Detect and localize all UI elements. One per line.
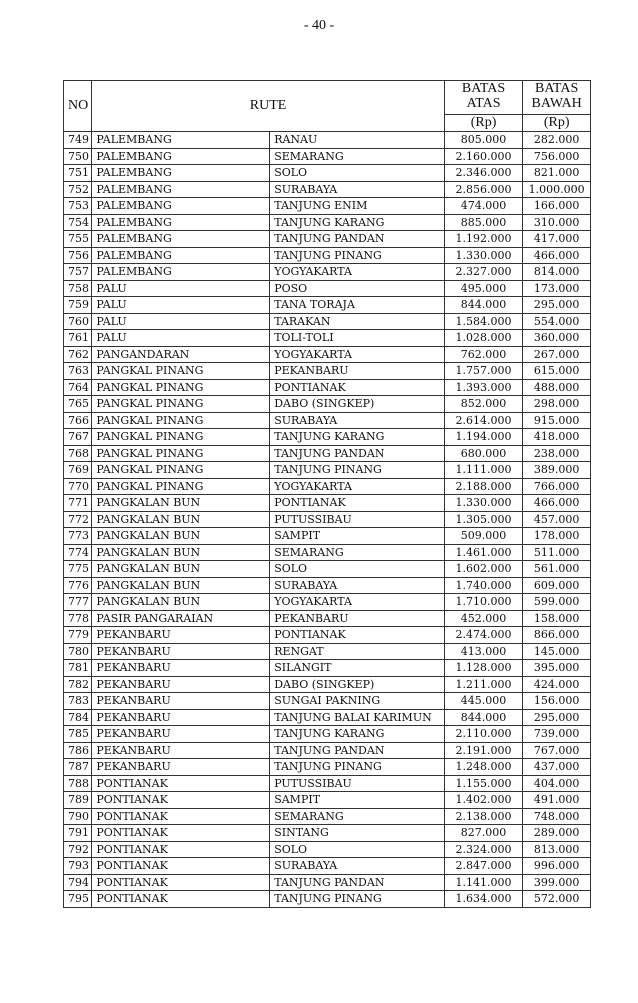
upper-limit-value: 1.710.000 (444, 594, 523, 611)
lower-limit-value: 173.000 (523, 280, 591, 297)
row-number: 772 (64, 511, 92, 528)
upper-limit-value: 2.346.000 (444, 165, 523, 182)
route-origin: PONTIANAK (92, 775, 270, 792)
table-row (64, 726, 591, 743)
row-number: 788 (64, 775, 92, 792)
table-row (64, 528, 591, 545)
table-row (64, 627, 591, 644)
route-origin: PEKANBARU (92, 709, 270, 726)
upper-limit-value: 413.000 (444, 643, 523, 660)
route-destination: TANJUNG KARANG (270, 429, 445, 446)
lower-limit-value: 511.000 (523, 544, 591, 561)
page-number: - 40 - (303, 18, 335, 33)
upper-limit-value: 844.000 (444, 297, 523, 314)
row-number: 780 (64, 643, 92, 660)
upper-limit-value: 1.305.000 (444, 511, 523, 528)
lower-limit-value: 399.000 (523, 874, 591, 891)
route-origin: PANGKALAN BUN (92, 511, 270, 528)
row-number: 750 (64, 148, 92, 165)
route-destination: SAMPIT (270, 792, 445, 809)
upper-limit-value: 1.393.000 (444, 379, 523, 396)
route-destination: SILANGIT (270, 660, 445, 677)
table-row (64, 148, 591, 165)
lower-limit-value: 404.000 (523, 775, 591, 792)
row-number: 753 (64, 198, 92, 215)
route-destination: RENGAT (270, 643, 445, 660)
row-number: 778 (64, 610, 92, 627)
row-number: 751 (64, 165, 92, 182)
route-origin: PANGKAL PINANG (92, 462, 270, 479)
route-destination: TANJUNG PINANG (270, 891, 445, 908)
route-origin: PONTIANAK (92, 841, 270, 858)
route-origin: PONTIANAK (92, 792, 270, 809)
upper-limit-value: 1.028.000 (444, 330, 523, 347)
row-number: 757 (64, 264, 92, 281)
upper-limit-value: 1.602.000 (444, 561, 523, 578)
route-destination: PUTUSSIBAU (270, 511, 445, 528)
row-number: 790 (64, 808, 92, 825)
row-number: 759 (64, 297, 92, 314)
row-number: 777 (64, 594, 92, 611)
row-number: 766 (64, 412, 92, 429)
upper-limit-value: 1.128.000 (444, 660, 523, 677)
upper-limit-value: 844.000 (444, 709, 523, 726)
upper-limit-value: 1.330.000 (444, 495, 523, 512)
route-destination: TARAKAN (270, 313, 445, 330)
row-number: 769 (64, 462, 92, 479)
upper-limit-value: 2.856.000 (444, 181, 523, 198)
lower-limit-value: 748.000 (523, 808, 591, 825)
row-number: 770 (64, 478, 92, 495)
row-number: 762 (64, 346, 92, 363)
route-destination: YOGYAKARTA (270, 264, 445, 281)
lower-limit-value: 466.000 (523, 495, 591, 512)
row-number: 764 (64, 379, 92, 396)
table-row (64, 891, 591, 908)
table-row (64, 775, 591, 792)
upper-limit-value: 1.155.000 (444, 775, 523, 792)
route-origin: PANGKAL PINANG (92, 445, 270, 462)
table-row (64, 346, 591, 363)
table-row (64, 462, 591, 479)
route-origin: PEKANBARU (92, 627, 270, 644)
lower-limit-value: 866.000 (523, 627, 591, 644)
lower-limit-value: 821.000 (523, 165, 591, 182)
lower-limit-value: 915.000 (523, 412, 591, 429)
row-number: 782 (64, 676, 92, 693)
row-number: 767 (64, 429, 92, 446)
upper-limit-value: 2.324.000 (444, 841, 523, 858)
route-destination: SOLO (270, 165, 445, 182)
row-number: 791 (64, 825, 92, 842)
upper-limit-value: 2.160.000 (444, 148, 523, 165)
lower-limit-value: 282.000 (523, 132, 591, 149)
lower-limit-value: 418.000 (523, 429, 591, 446)
table-row (64, 297, 591, 314)
table-row (64, 478, 591, 495)
lower-limit-value: 417.000 (523, 231, 591, 248)
route-destination: DABO (SINGKEP) (270, 676, 445, 693)
lower-limit-value: 561.000 (523, 561, 591, 578)
route-destination: SURABAYA (270, 412, 445, 429)
lower-limit-value: 166.000 (523, 198, 591, 215)
upper-limit-value: 805.000 (444, 132, 523, 149)
upper-limit-value: 827.000 (444, 825, 523, 842)
header-upper-line1: BATAS (461, 81, 506, 96)
row-number: 761 (64, 330, 92, 347)
route-origin: PEKANBARU (92, 676, 270, 693)
route-destination: SEMARANG (270, 148, 445, 165)
route-destination: PONTIANAK (270, 627, 445, 644)
route-origin: PANGKAL PINANG (92, 429, 270, 446)
route-origin: PALEMBANG (92, 264, 270, 281)
route-origin: PEKANBARU (92, 693, 270, 710)
row-number: 752 (64, 181, 92, 198)
route-destination: SURABAYA (270, 181, 445, 198)
route-origin: PALEMBANG (92, 165, 270, 182)
row-number: 758 (64, 280, 92, 297)
table-row (64, 594, 591, 611)
table-row (64, 858, 591, 875)
row-number: 749 (64, 132, 92, 149)
route-destination: TANA TORAJA (270, 297, 445, 314)
lower-limit-value: 267.000 (523, 346, 591, 363)
lower-limit-value: 466.000 (523, 247, 591, 264)
table-row (64, 247, 591, 264)
route-origin: PEKANBARU (92, 742, 270, 759)
route-destination: PEKANBARU (270, 363, 445, 380)
table-row (64, 330, 591, 347)
upper-limit-value: 1.248.000 (444, 759, 523, 776)
route-destination: SAMPIT (270, 528, 445, 545)
route-origin: PANGKAL PINANG (92, 363, 270, 380)
lower-limit-value: 457.000 (523, 511, 591, 528)
header-lower-line2: BAWAH (531, 96, 582, 111)
lower-limit-value: 395.000 (523, 660, 591, 677)
header-upper-line2: ATAS (466, 96, 501, 111)
route-origin: PANGKAL PINANG (92, 379, 270, 396)
lower-limit-value: 178.000 (523, 528, 591, 545)
upper-limit-value: 2.110.000 (444, 726, 523, 743)
row-number: 775 (64, 561, 92, 578)
route-origin: PONTIANAK (92, 808, 270, 825)
route-origin: PEKANBARU (92, 759, 270, 776)
route-destination: SOLO (270, 561, 445, 578)
route-destination: TANJUNG ENIM (270, 198, 445, 215)
lower-limit-value: 491.000 (523, 792, 591, 809)
route-origin: PONTIANAK (92, 858, 270, 875)
lower-limit-value: 295.000 (523, 297, 591, 314)
lower-limit-value: 756.000 (523, 148, 591, 165)
lower-limit-value: 488.000 (523, 379, 591, 396)
table-row (64, 825, 591, 842)
row-number: 784 (64, 709, 92, 726)
upper-limit-value: 495.000 (444, 280, 523, 297)
lower-limit-value: 739.000 (523, 726, 591, 743)
header-no: NO (64, 81, 92, 132)
upper-limit-value: 2.188.000 (444, 478, 523, 495)
row-number: 771 (64, 495, 92, 512)
upper-limit-value: 1.740.000 (444, 577, 523, 594)
lower-limit-value: 766.000 (523, 478, 591, 495)
upper-limit-value: 680.000 (444, 445, 523, 462)
route-origin: PALEMBANG (92, 181, 270, 198)
lower-limit-value: 389.000 (523, 462, 591, 479)
route-origin: PANGKAL PINANG (92, 396, 270, 413)
header-upper-limit (444, 81, 523, 115)
header-rute: RUTE (92, 81, 444, 132)
table-row (64, 643, 591, 660)
table-row (64, 264, 591, 281)
table-row (64, 132, 591, 149)
route-origin: PALU (92, 280, 270, 297)
route-destination: TANJUNG PANDAN (270, 445, 445, 462)
route-origin: PANGKALAN BUN (92, 528, 270, 545)
lower-limit-value: 1.000.000 (523, 181, 591, 198)
table-row (64, 379, 591, 396)
route-origin: PONTIANAK (92, 825, 270, 842)
lower-limit-value: 238.000 (523, 445, 591, 462)
route-destination: TOLI-TOLI (270, 330, 445, 347)
lower-limit-value: 996.000 (523, 858, 591, 875)
table-row (64, 412, 591, 429)
route-destination: TANJUNG PANDAN (270, 742, 445, 759)
upper-limit-value: 852.000 (444, 396, 523, 413)
route-destination: YOGYAKARTA (270, 478, 445, 495)
route-destination: TANJUNG KARANG (270, 214, 445, 231)
table-row (64, 610, 591, 627)
route-destination: RANAU (270, 132, 445, 149)
route-destination: TANJUNG PINANG (270, 462, 445, 479)
upper-limit-value: 1.111.000 (444, 462, 523, 479)
route-destination: SURABAYA (270, 577, 445, 594)
row-number: 792 (64, 841, 92, 858)
route-origin: PANGKAL PINANG (92, 478, 270, 495)
route-origin: PANGANDARAN (92, 346, 270, 363)
row-number: 781 (64, 660, 92, 677)
table-row (64, 874, 591, 891)
table-row (64, 676, 591, 693)
table-row (64, 742, 591, 759)
lower-limit-value: 156.000 (523, 693, 591, 710)
upper-limit-value: 2.614.000 (444, 412, 523, 429)
route-origin: PASIR PANGARAIAN (92, 610, 270, 627)
route-origin: PALEMBANG (92, 231, 270, 248)
route-origin: PALEMBANG (92, 247, 270, 264)
route-origin: PANGKALAN BUN (92, 561, 270, 578)
upper-limit-value: 2.847.000 (444, 858, 523, 875)
route-destination: SEMARANG (270, 808, 445, 825)
upper-limit-value: 1.461.000 (444, 544, 523, 561)
route-destination: TANJUNG KARANG (270, 726, 445, 743)
table-row (64, 495, 591, 512)
row-number: 765 (64, 396, 92, 413)
route-origin: PANGKALAN BUN (92, 594, 270, 611)
table-row (64, 709, 591, 726)
row-number: 787 (64, 759, 92, 776)
upper-limit-value: 474.000 (444, 198, 523, 215)
row-number: 783 (64, 693, 92, 710)
lower-limit-value: 615.000 (523, 363, 591, 380)
upper-limit-value: 1.584.000 (444, 313, 523, 330)
row-number: 776 (64, 577, 92, 594)
upper-limit-value: 452.000 (444, 610, 523, 627)
table-row (64, 231, 591, 248)
route-origin: PANGKALAN BUN (92, 544, 270, 561)
route-destination: TANJUNG BALAI KARIMUN (270, 709, 445, 726)
header-lower-line1: BATAS (535, 81, 579, 96)
route-destination: SOLO (270, 841, 445, 858)
upper-limit-value: 509.000 (444, 528, 523, 545)
route-destination: TANJUNG PINANG (270, 247, 445, 264)
table-row (64, 561, 591, 578)
table-row (64, 841, 591, 858)
route-destination: DABO (SINGKEP) (270, 396, 445, 413)
route-destination: YOGYAKARTA (270, 346, 445, 363)
route-destination: SUNGAI PAKNING (270, 693, 445, 710)
route-origin: PANGKAL PINANG (92, 412, 270, 429)
table-row (64, 660, 591, 677)
row-number: 779 (64, 627, 92, 644)
upper-limit-value: 1.757.000 (444, 363, 523, 380)
table-row (64, 577, 591, 594)
table-row (64, 511, 591, 528)
row-number: 755 (64, 231, 92, 248)
lower-limit-value: 767.000 (523, 742, 591, 759)
route-destination: SINTANG (270, 825, 445, 842)
upper-limit-value: 2.138.000 (444, 808, 523, 825)
table-row (64, 198, 591, 215)
table-row (64, 792, 591, 809)
upper-limit-value: 762.000 (444, 346, 523, 363)
route-origin: PANGKALAN BUN (92, 577, 270, 594)
route-origin: PONTIANAK (92, 874, 270, 891)
upper-limit-value: 1.330.000 (444, 247, 523, 264)
route-destination: TANJUNG PINANG (270, 759, 445, 776)
table-body (64, 132, 591, 908)
row-number: 786 (64, 742, 92, 759)
route-origin: PALEMBANG (92, 214, 270, 231)
table-row (64, 363, 591, 380)
route-origin: PEKANBARU (92, 726, 270, 743)
route-destination: SURABAYA (270, 858, 445, 875)
table-row (64, 544, 591, 561)
route-destination: POSO (270, 280, 445, 297)
row-number: 794 (64, 874, 92, 891)
table-row (64, 181, 591, 198)
lower-limit-value: 298.000 (523, 396, 591, 413)
route-destination: TANJUNG PANDAN (270, 874, 445, 891)
row-number: 773 (64, 528, 92, 545)
row-number: 793 (64, 858, 92, 875)
lower-limit-value: 289.000 (523, 825, 591, 842)
route-destination: PONTIANAK (270, 379, 445, 396)
upper-limit-value: 1.141.000 (444, 874, 523, 891)
header-lower-limit (523, 81, 591, 115)
lower-limit-value: 295.000 (523, 709, 591, 726)
upper-limit-value: 1.194.000 (444, 429, 523, 446)
upper-limit-value: 445.000 (444, 693, 523, 710)
table-row (64, 808, 591, 825)
route-destination: TANJUNG PANDAN (270, 231, 445, 248)
upper-limit-value: 2.191.000 (444, 742, 523, 759)
route-origin: PEKANBARU (92, 643, 270, 660)
row-number: 768 (64, 445, 92, 462)
table-row (64, 165, 591, 182)
route-origin: PALU (92, 330, 270, 347)
header-lower-unit: (Rp) (523, 114, 591, 131)
route-destination: PEKANBARU (270, 610, 445, 627)
route-destination: SEMARANG (270, 544, 445, 561)
table-row (64, 759, 591, 776)
route-origin: PONTIANAK (92, 891, 270, 908)
lower-limit-value: 310.000 (523, 214, 591, 231)
table-row (64, 280, 591, 297)
upper-limit-value: 1.402.000 (444, 792, 523, 809)
lower-limit-value: 437.000 (523, 759, 591, 776)
upper-limit-value: 2.474.000 (444, 627, 523, 644)
row-number: 763 (64, 363, 92, 380)
table-header (64, 81, 591, 132)
row-number: 774 (64, 544, 92, 561)
upper-limit-value: 1.634.000 (444, 891, 523, 908)
route-origin: PEKANBARU (92, 660, 270, 677)
table-row (64, 214, 591, 231)
row-number: 795 (64, 891, 92, 908)
route-origin: PALU (92, 313, 270, 330)
header-upper-unit: (Rp) (444, 114, 523, 131)
upper-limit-value: 885.000 (444, 214, 523, 231)
lower-limit-value: 813.000 (523, 841, 591, 858)
route-origin: PALU (92, 297, 270, 314)
lower-limit-value: 554.000 (523, 313, 591, 330)
route-rate-table (63, 80, 591, 908)
lower-limit-value: 599.000 (523, 594, 591, 611)
row-number: 754 (64, 214, 92, 231)
row-number: 785 (64, 726, 92, 743)
upper-limit-value: 2.327.000 (444, 264, 523, 281)
row-number: 760 (64, 313, 92, 330)
table-row (64, 445, 591, 462)
lower-limit-value: 145.000 (523, 643, 591, 660)
route-origin: PANGKALAN BUN (92, 495, 270, 512)
lower-limit-value: 609.000 (523, 577, 591, 594)
route-destination: PONTIANAK (270, 495, 445, 512)
route-origin: PALEMBANG (92, 148, 270, 165)
table-row (64, 313, 591, 330)
table-row (64, 429, 591, 446)
route-destination: YOGYAKARTA (270, 594, 445, 611)
route-origin: PALEMBANG (92, 132, 270, 149)
route-destination: PUTUSSIBAU (270, 775, 445, 792)
lower-limit-value: 360.000 (523, 330, 591, 347)
upper-limit-value: 1.192.000 (444, 231, 523, 248)
row-number: 756 (64, 247, 92, 264)
lower-limit-value: 424.000 (523, 676, 591, 693)
route-origin: PALEMBANG (92, 198, 270, 215)
table-row (64, 693, 591, 710)
lower-limit-value: 158.000 (523, 610, 591, 627)
upper-limit-value: 1.211.000 (444, 676, 523, 693)
lower-limit-value: 572.000 (523, 891, 591, 908)
lower-limit-value: 814.000 (523, 264, 591, 281)
row-number: 789 (64, 792, 92, 809)
table-row (64, 396, 591, 413)
